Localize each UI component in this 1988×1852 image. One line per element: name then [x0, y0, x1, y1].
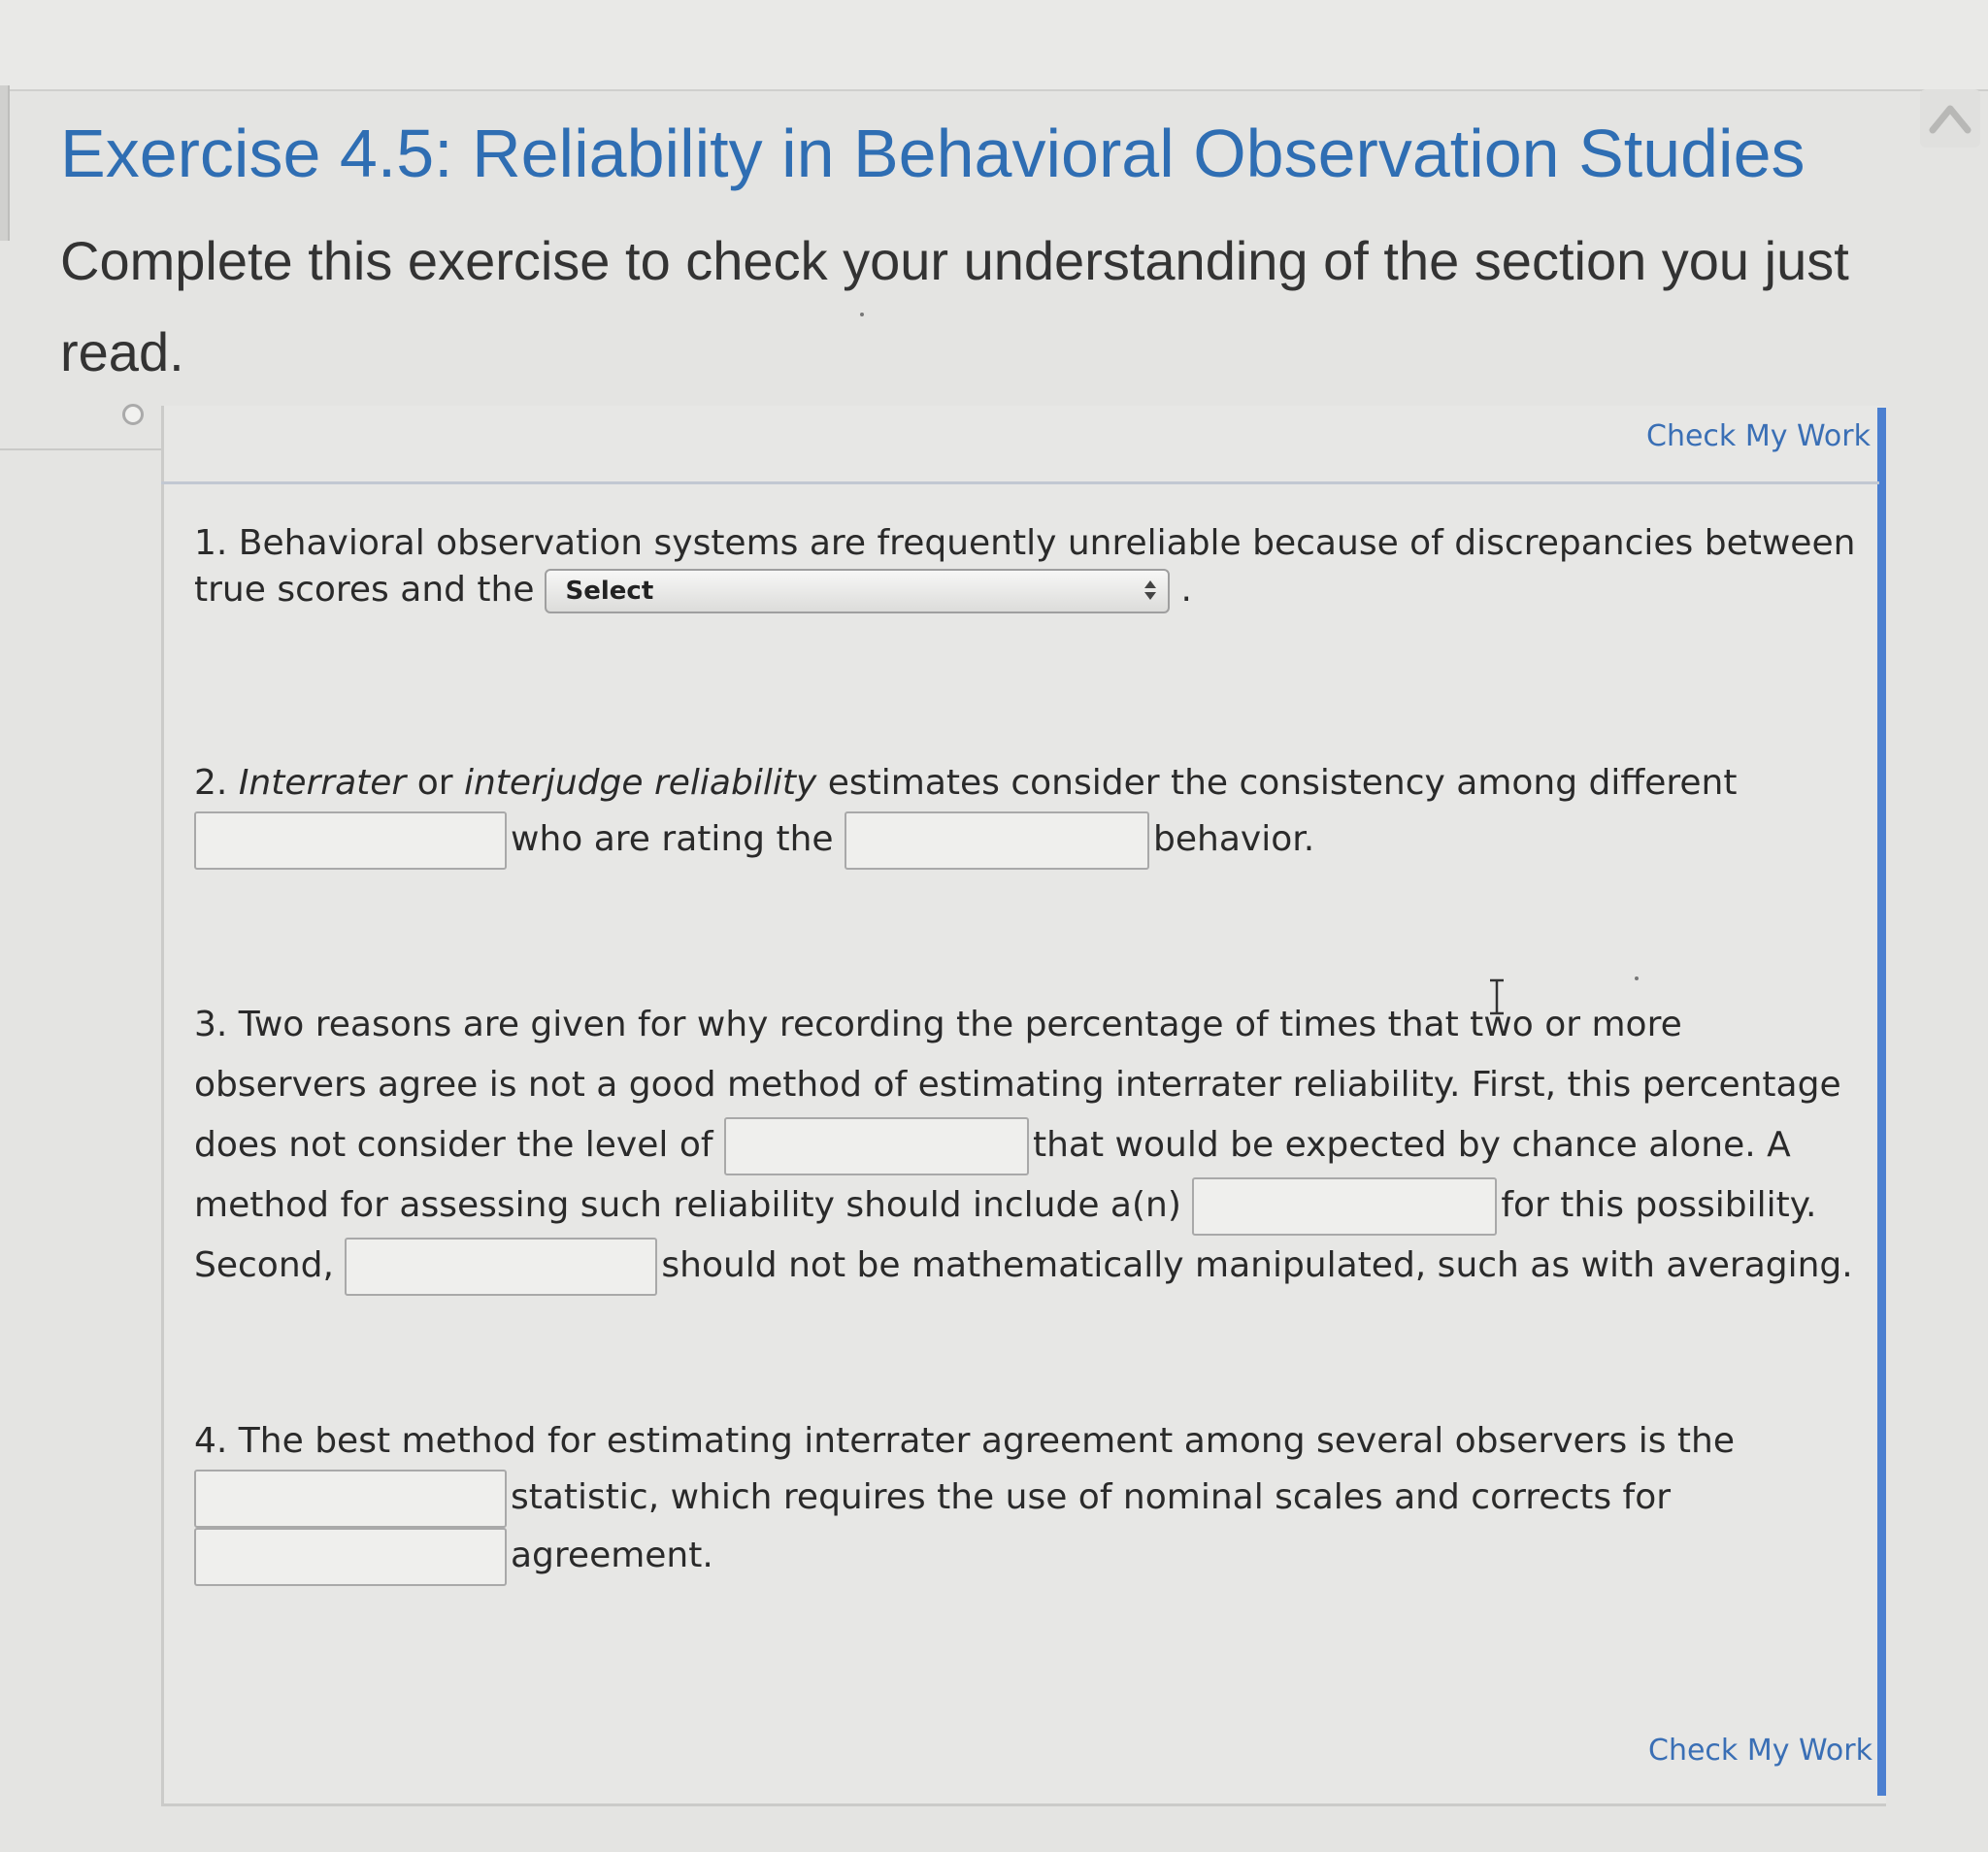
question-1 [194, 520, 1864, 613]
question-2-blank-1[interactable] [194, 811, 507, 870]
screen-speck [1635, 976, 1639, 980]
question-2-mid-text: who are rating the [511, 819, 834, 859]
check-my-work-button-top[interactable]: Check My Work [1646, 419, 1871, 453]
question-4-blank-1[interactable] [194, 1470, 507, 1528]
question-4-text-1: 4. The best method for estimating interrater agreement among several observers is the [194, 1421, 1735, 1461]
left-edge-panel [0, 85, 10, 241]
question-2-term-interrater: Interrater [238, 763, 407, 803]
page-subtitle: Complete this exercise to check your understanding of the section you just read. [60, 230, 1849, 382]
question-2 [194, 755, 1864, 870]
screen-speck [860, 313, 864, 316]
question-1-period: . [1180, 570, 1192, 610]
question-1-select[interactable] [545, 569, 1170, 613]
question-3 [194, 995, 1864, 1296]
question-4-text-3: agreement. [511, 1536, 713, 1575]
question-2-end-text: behavior. [1153, 819, 1315, 859]
status-circle-icon [122, 404, 144, 425]
card-accent-bar [1877, 408, 1886, 1796]
card-header-divider [161, 481, 1879, 484]
question-1-text: 1. Behavioral observation systems are frequently unreliable because of discrepancies between true scores and the [194, 523, 1856, 610]
question-3-blank-1[interactable] [724, 1117, 1029, 1175]
section-divider [0, 448, 163, 450]
chevron-up-icon [1929, 103, 1971, 134]
question-3-blank-2[interactable] [1192, 1177, 1497, 1236]
question-2-or: or [416, 763, 453, 803]
updown-arrows-icon [1143, 575, 1158, 606]
text-cursor-icon [1485, 976, 1508, 1017]
check-my-work-button-bottom[interactable]: Check My Work [1648, 1734, 1872, 1768]
question-2-text: estimates consider the consistency among different [827, 763, 1738, 803]
question-4-text-2: statistic, which requires the use of nominal scales and corrects for [511, 1477, 1672, 1517]
page-title: Exercise 4.5: Reliability in Behavioral Observation Studies [60, 116, 1806, 191]
question-3-blank-3[interactable] [345, 1238, 657, 1296]
question-1-select-value[interactable]: Select [545, 569, 1170, 613]
question-2-term-interjudge: interjudge reliability [463, 763, 817, 803]
question-2-blank-2[interactable] [845, 811, 1149, 870]
question-3-text-4: should not be mathematically manipulated, such as with averaging. [661, 1245, 1853, 1285]
scroll-up-button[interactable] [1920, 89, 1980, 148]
browser-top-band [0, 0, 1988, 91]
question-3-text-2: that would be expected by chance alone. A method for assessing such reliability should include a(n) [194, 1125, 1791, 1225]
question-4 [194, 1413, 1864, 1586]
question-4-blank-2[interactable] [194, 1528, 507, 1586]
question-3-text-1: 3. Two reasons are given for why recording the percentage of times that two or more observers agree is not a good method of estimating interrater reliability. First, this percentage does not consider the level of [194, 1005, 1841, 1165]
question-2-number: 2. [194, 763, 228, 803]
question-3-text-3: for this possibility. Second, [194, 1185, 1817, 1285]
